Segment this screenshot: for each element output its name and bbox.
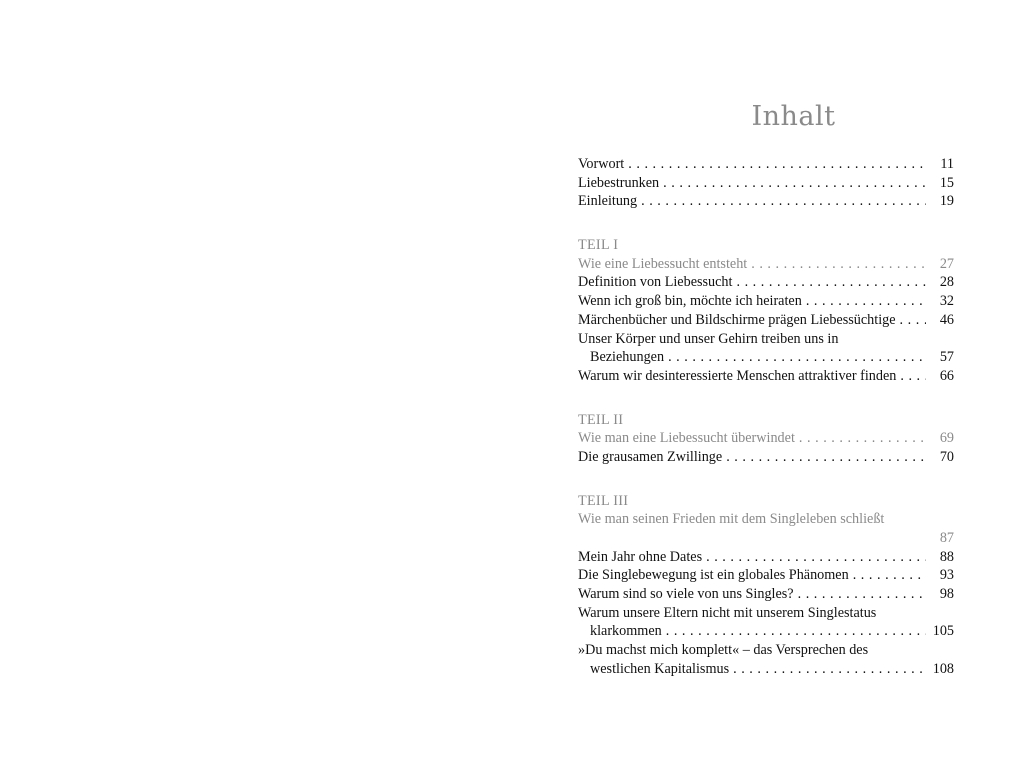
part-label: TEIL I xyxy=(578,237,619,254)
toc-entry-title-line1[interactable]: Warum unsere Eltern nicht mit unserem Singlestatus xyxy=(578,604,877,621)
toc-entry-page: 46 xyxy=(939,311,954,328)
toc-entry[interactable] xyxy=(578,156,954,175)
part-title-entry[interactable] xyxy=(578,430,954,449)
toc-entry-page: 105 xyxy=(932,623,954,640)
part-label: TEIL III xyxy=(578,492,629,509)
toc-entry-page: 70 xyxy=(939,448,954,465)
toc-entry-title: Warum wir desinteressierte Menschen attraktiver finden xyxy=(578,367,897,384)
toc-entry[interactable] xyxy=(578,567,954,586)
toc-entry[interactable] xyxy=(578,312,954,331)
toc-entry[interactable] xyxy=(578,549,954,568)
toc-entry[interactable] xyxy=(578,274,954,293)
toc-entry[interactable] xyxy=(578,368,954,387)
toc-entry-title-line2: Beziehungen xyxy=(590,349,665,366)
toc-entry-title: Warum sind so viele von uns Singles? xyxy=(578,586,794,603)
toc-entry-page: 66 xyxy=(939,367,954,384)
toc-page xyxy=(578,96,954,680)
toc-entry[interactable] xyxy=(578,661,954,680)
part-label: TEIL II xyxy=(578,411,624,428)
toc-entry[interactable] xyxy=(578,449,954,468)
toc-entry-title-line2: westlichen Kapitalismus xyxy=(590,660,730,677)
toc-entry-title: Wenn ich groß bin, möchte ich heiraten xyxy=(578,293,802,310)
toc-entry-page: 15 xyxy=(939,174,954,191)
part-title: Wie man eine Liebessucht überwindet xyxy=(578,430,795,447)
toc-entry[interactable] xyxy=(578,175,954,194)
toc-entry[interactable] xyxy=(578,349,954,368)
part-title: Wie eine Liebessucht entsteht xyxy=(578,255,748,272)
page-title: Inhalt xyxy=(751,101,836,132)
toc-entry-title: Liebestrunken xyxy=(578,174,660,191)
toc-entry-title: Die grausamen Zwillinge xyxy=(578,448,723,465)
part-page: 69 xyxy=(939,430,954,447)
part-page: 87 xyxy=(939,530,954,546)
toc-entry-title: Märchenbücher und Bildschirme prägen Liebessüchtige xyxy=(578,311,896,328)
toc-entry-page: 19 xyxy=(939,193,954,210)
toc-entry-title: Vorwort xyxy=(578,156,625,172)
toc-entry-page: 88 xyxy=(939,548,954,565)
toc-entry-title-line1[interactable]: »Du machst mich komplett« – das Versprechen des xyxy=(578,642,869,659)
toc-entry-title-line2: klarkommen xyxy=(590,623,662,640)
toc-entry[interactable] xyxy=(578,623,954,642)
part-title[interactable]: Wie man seinen Frieden mit dem Singleleben schließt xyxy=(578,511,885,528)
toc-entry[interactable] xyxy=(578,586,954,605)
toc-entry[interactable] xyxy=(578,193,954,212)
table-of-contents xyxy=(578,156,954,680)
part-page: 27 xyxy=(939,255,954,272)
toc-entry-title: Die Singlebewegung ist ein globales Phänomen xyxy=(578,567,849,584)
toc-entry-title: Mein Jahr ohne Dates xyxy=(578,548,703,565)
toc-entry-title: Einleitung xyxy=(578,193,638,210)
toc-entry-page: 32 xyxy=(939,293,954,310)
toc-entry-page: 98 xyxy=(939,586,954,603)
toc-entry-page: 11 xyxy=(940,156,954,172)
toc-entry-title-line1[interactable]: Unser Körper und unser Gehirn treiben uns in xyxy=(578,330,839,347)
toc-entry-page: 108 xyxy=(932,660,954,677)
toc-entry-page: 93 xyxy=(939,567,954,584)
toc-entry[interactable] xyxy=(578,293,954,312)
part-title-entry[interactable] xyxy=(578,256,954,275)
toc-entry-title: Definition von Liebessucht xyxy=(578,274,733,291)
toc-entry-page: 57 xyxy=(939,349,954,366)
toc-entry-page: 28 xyxy=(939,274,954,291)
